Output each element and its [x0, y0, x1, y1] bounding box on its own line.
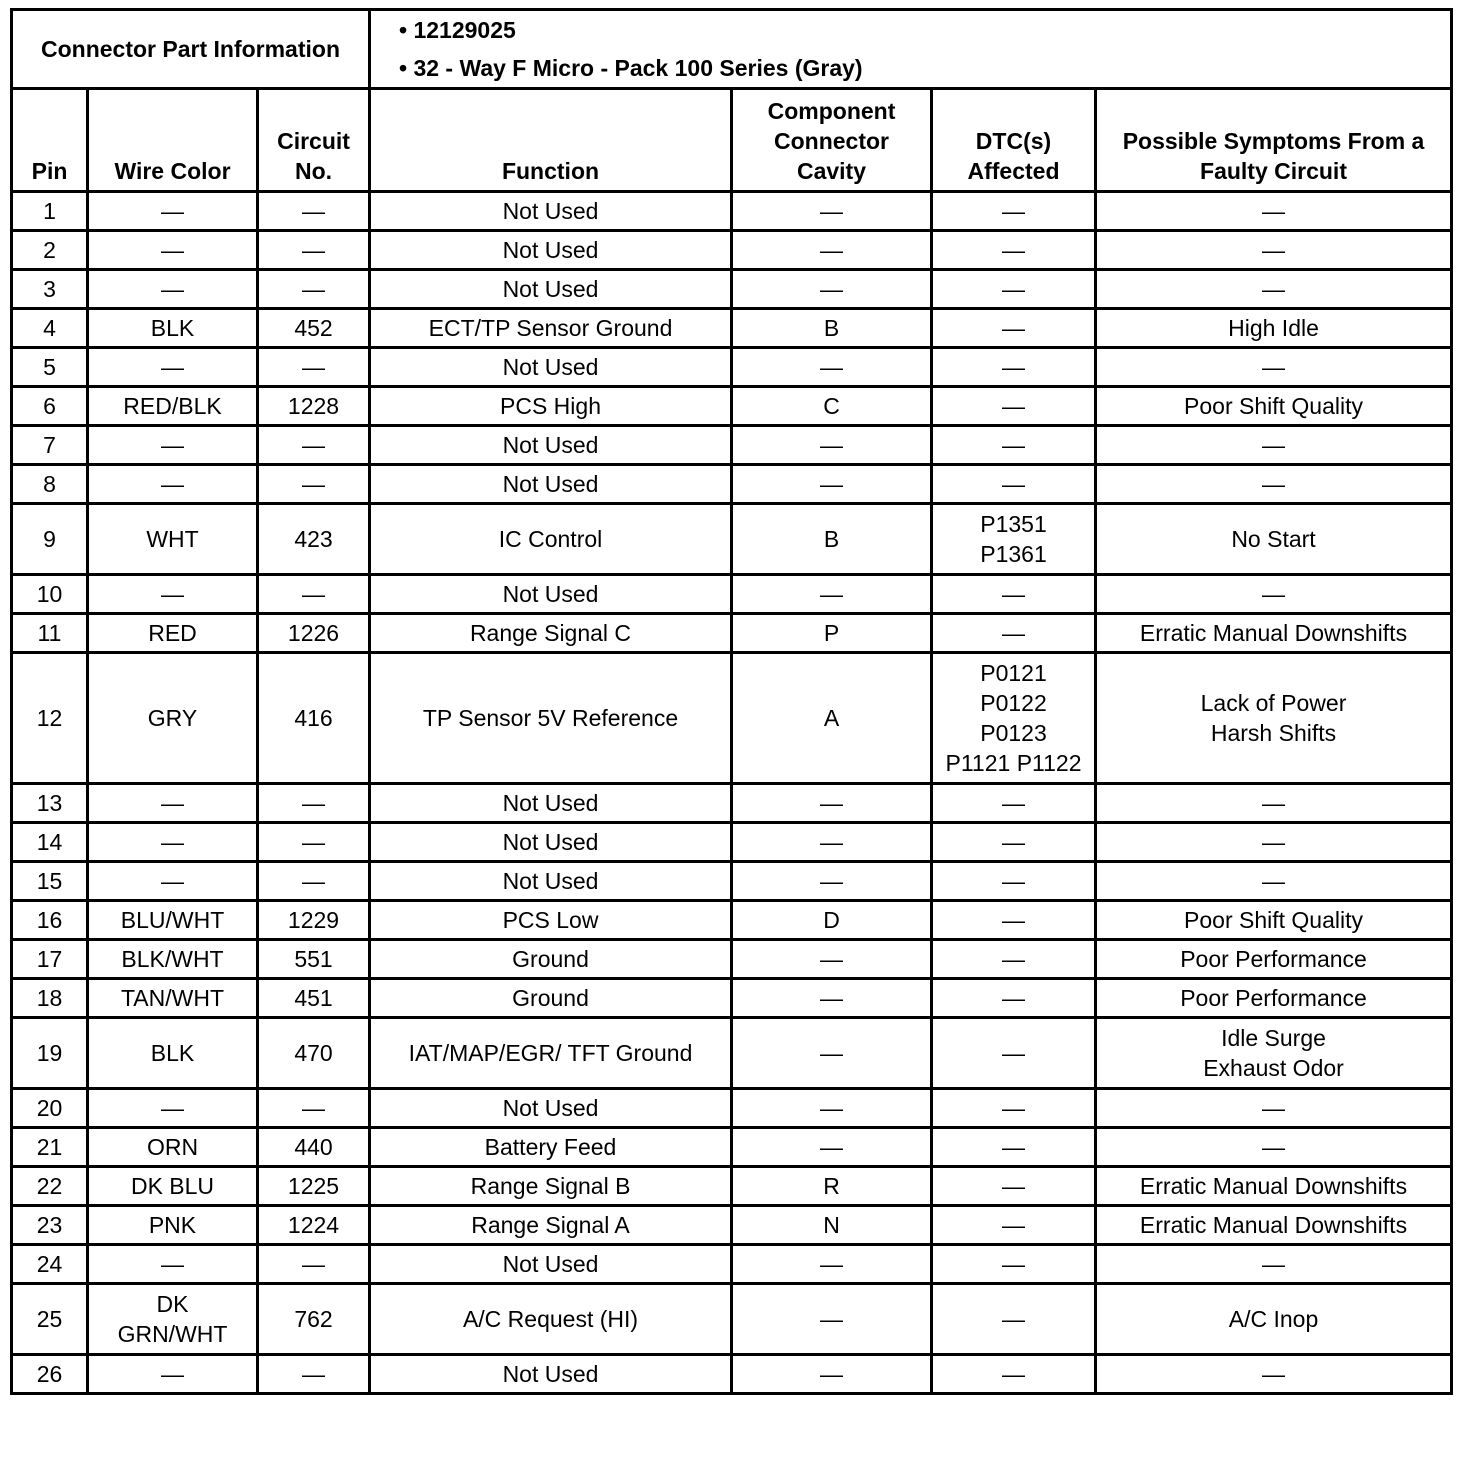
dtc-cell: — — [932, 348, 1096, 387]
function-cell: Ground — [370, 940, 732, 979]
table-row — [12, 348, 1452, 387]
circuit-cell: 416 — [258, 653, 370, 784]
cavity-cell: — — [732, 1355, 932, 1394]
symptoms-cell: — — [1096, 1355, 1452, 1394]
wire-color-cell: — — [88, 784, 258, 823]
pin-cell: 24 — [12, 1245, 88, 1284]
symptoms-cell: No Start — [1096, 504, 1452, 575]
function-cell: Not Used — [370, 823, 732, 862]
symptoms-cell: Poor Shift Quality — [1096, 387, 1452, 426]
circuit-cell: — — [258, 1245, 370, 1284]
pin-cell: 23 — [12, 1206, 88, 1245]
function-cell: Battery Feed — [370, 1128, 732, 1167]
circuit-cell: 1229 — [258, 901, 370, 940]
wire-color-cell: BLK/WHT — [88, 940, 258, 979]
col-function: Function — [370, 89, 732, 192]
dtc-cell: — — [932, 1355, 1096, 1394]
function-cell: Range Signal C — [370, 614, 732, 653]
pin-cell: 17 — [12, 940, 88, 979]
wire-color-cell: — — [88, 862, 258, 901]
function-cell: Not Used — [370, 862, 732, 901]
cavity-cell: D — [732, 901, 932, 940]
function-cell: ECT/TP Sensor Ground — [370, 309, 732, 348]
pin-cell: 3 — [12, 270, 88, 309]
circuit-cell: — — [258, 465, 370, 504]
function-cell: Range Signal A — [370, 1206, 732, 1245]
pin-cell: 16 — [12, 901, 88, 940]
connector-part-information-label: Connector Part Information — [12, 10, 370, 89]
wire-color-cell: GRY — [88, 653, 258, 784]
dtc-cell: — — [932, 784, 1096, 823]
pin-cell: 8 — [12, 465, 88, 504]
cavity-cell: — — [732, 979, 932, 1018]
table-row — [12, 1206, 1452, 1245]
wire-color-cell: TAN/WHT — [88, 979, 258, 1018]
cavity-cell: — — [732, 1245, 932, 1284]
table-row — [12, 1245, 1452, 1284]
pin-cell: 18 — [12, 979, 88, 1018]
circuit-cell: — — [258, 1089, 370, 1128]
table-row — [12, 940, 1452, 979]
table-row — [12, 1355, 1452, 1394]
wire-color-cell: DK BLU — [88, 1167, 258, 1206]
cavity-cell: — — [732, 823, 932, 862]
symptoms-cell: — — [1096, 426, 1452, 465]
col-circuit-no: Circuit No. — [258, 89, 370, 192]
circuit-cell: 451 — [258, 979, 370, 1018]
function-cell: Not Used — [370, 575, 732, 614]
table-row — [12, 231, 1452, 270]
circuit-cell: — — [258, 575, 370, 614]
cavity-cell: B — [732, 309, 932, 348]
wire-color-cell: — — [88, 465, 258, 504]
cavity-cell: — — [732, 192, 932, 231]
symptoms-cell: — — [1096, 784, 1452, 823]
function-cell: PCS Low — [370, 901, 732, 940]
function-cell: IC Control — [370, 504, 732, 575]
function-cell: PCS High — [370, 387, 732, 426]
table-row — [12, 504, 1452, 575]
symptoms-cell: Poor Performance — [1096, 979, 1452, 1018]
col-pin: Pin — [12, 89, 88, 192]
dtc-cell: — — [932, 901, 1096, 940]
cavity-cell: — — [732, 1089, 932, 1128]
circuit-cell: 440 — [258, 1128, 370, 1167]
table-row — [12, 1018, 1452, 1089]
dtc-cell: — — [932, 309, 1096, 348]
symptoms-cell: Erratic Manual Downshifts — [1096, 614, 1452, 653]
function-cell: Ground — [370, 979, 732, 1018]
function-cell: Not Used — [370, 1355, 732, 1394]
wire-color-cell: — — [88, 348, 258, 387]
wire-color-cell: ORN — [88, 1128, 258, 1167]
circuit-cell: — — [258, 862, 370, 901]
table-row — [12, 575, 1452, 614]
pin-cell: 21 — [12, 1128, 88, 1167]
wire-color-cell: — — [88, 270, 258, 309]
pin-cell: 12 — [12, 653, 88, 784]
cavity-cell: — — [732, 1018, 932, 1089]
table-row — [12, 1284, 1452, 1355]
symptoms-cell: — — [1096, 1128, 1452, 1167]
circuit-cell: — — [258, 426, 370, 465]
wire-color-cell: BLK — [88, 1018, 258, 1089]
wire-color-cell: PNK — [88, 1206, 258, 1245]
cavity-cell: — — [732, 1128, 932, 1167]
pin-cell: 13 — [12, 784, 88, 823]
table-row — [12, 1089, 1452, 1128]
dtc-cell: — — [932, 1089, 1096, 1128]
col-possible-symptoms: Possible Symptoms From a Faulty Circuit — [1096, 89, 1452, 192]
circuit-cell: 452 — [258, 309, 370, 348]
symptoms-cell: — — [1096, 465, 1452, 504]
symptoms-cell: High Idle — [1096, 309, 1452, 348]
wire-color-cell: RED/BLK — [88, 387, 258, 426]
col-component-connector-cavity: Component Connector Cavity — [732, 89, 932, 192]
circuit-cell: — — [258, 784, 370, 823]
cavity-cell: B — [732, 504, 932, 575]
circuit-cell: 423 — [258, 504, 370, 575]
circuit-cell: — — [258, 231, 370, 270]
dtc-cell: — — [932, 1245, 1096, 1284]
pin-cell: 19 — [12, 1018, 88, 1089]
cavity-cell: — — [732, 940, 932, 979]
function-cell: IAT/MAP/EGR/ TFT Ground — [370, 1018, 732, 1089]
pin-cell: 9 — [12, 504, 88, 575]
pin-cell: 26 — [12, 1355, 88, 1394]
symptoms-cell: Poor Performance — [1096, 940, 1452, 979]
wire-color-cell: DK GRN/WHT — [88, 1284, 258, 1355]
wire-color-cell: — — [88, 575, 258, 614]
symptoms-cell: — — [1096, 575, 1452, 614]
cavity-cell: — — [732, 784, 932, 823]
table-row — [12, 192, 1452, 231]
symptoms-cell: — — [1096, 823, 1452, 862]
wire-color-cell: — — [88, 426, 258, 465]
dtc-cell: P1351 P1361 — [932, 504, 1096, 575]
dtc-cell: — — [932, 231, 1096, 270]
dtc-cell: — — [932, 823, 1096, 862]
wire-color-cell: — — [88, 231, 258, 270]
cavity-cell: P — [732, 614, 932, 653]
symptoms-cell: Idle Surge Exhaust Odor — [1096, 1018, 1452, 1089]
table-row — [12, 1128, 1452, 1167]
function-cell: Not Used — [370, 348, 732, 387]
cavity-cell: — — [732, 465, 932, 504]
circuit-cell: — — [258, 192, 370, 231]
wire-color-cell: WHT — [88, 504, 258, 575]
function-cell: Range Signal B — [370, 1167, 732, 1206]
function-cell: Not Used — [370, 270, 732, 309]
dtc-cell: — — [932, 1167, 1096, 1206]
function-cell: Not Used — [370, 465, 732, 504]
dtc-cell: — — [932, 387, 1096, 426]
circuit-cell: — — [258, 348, 370, 387]
cavity-cell: — — [732, 1284, 932, 1355]
cavity-cell: — — [732, 231, 932, 270]
connector-part-values — [370, 10, 1452, 89]
symptoms-cell: — — [1096, 192, 1452, 231]
dtc-cell: — — [932, 575, 1096, 614]
cavity-cell: — — [732, 862, 932, 901]
circuit-cell: — — [258, 823, 370, 862]
function-cell: Not Used — [370, 1089, 732, 1128]
dtc-cell: — — [932, 979, 1096, 1018]
cavity-cell: — — [732, 270, 932, 309]
wire-color-cell: — — [88, 823, 258, 862]
pin-cell: 4 — [12, 309, 88, 348]
pin-cell: 25 — [12, 1284, 88, 1355]
pin-cell: 6 — [12, 387, 88, 426]
table-row — [12, 614, 1452, 653]
pin-cell: 22 — [12, 1167, 88, 1206]
dtc-cell: — — [932, 940, 1096, 979]
dtc-cell: — — [932, 614, 1096, 653]
dtc-cell: — — [932, 1018, 1096, 1089]
pin-cell: 7 — [12, 426, 88, 465]
dtc-cell: — — [932, 862, 1096, 901]
wire-color-cell: — — [88, 1355, 258, 1394]
table-row — [12, 823, 1452, 862]
col-dtc-affected: DTC(s) Affected — [932, 89, 1096, 192]
cavity-cell: C — [732, 387, 932, 426]
dtc-cell: — — [932, 426, 1096, 465]
circuit-cell: 470 — [258, 1018, 370, 1089]
function-cell: Not Used — [370, 231, 732, 270]
symptoms-cell: — — [1096, 348, 1452, 387]
dtc-cell: — — [932, 465, 1096, 504]
dtc-cell: — — [932, 1284, 1096, 1355]
symptoms-cell: Poor Shift Quality — [1096, 901, 1452, 940]
table-row — [12, 270, 1452, 309]
cavity-cell: — — [732, 348, 932, 387]
table-row — [12, 979, 1452, 1018]
circuit-cell: — — [258, 270, 370, 309]
table-row — [12, 862, 1452, 901]
symptoms-cell: — — [1096, 1245, 1452, 1284]
connector-table — [10, 8, 1453, 1395]
dtc-cell: — — [932, 1206, 1096, 1245]
circuit-cell: — — [258, 1355, 370, 1394]
table-row — [12, 1167, 1452, 1206]
col-wire-color: Wire Color — [88, 89, 258, 192]
column-header-row — [12, 89, 1452, 192]
pin-cell: 5 — [12, 348, 88, 387]
cavity-cell: R — [732, 1167, 932, 1206]
symptoms-cell: Erratic Manual Downshifts — [1096, 1206, 1452, 1245]
pin-cell: 14 — [12, 823, 88, 862]
wire-color-cell: — — [88, 1245, 258, 1284]
wire-color-cell: RED — [88, 614, 258, 653]
wire-color-cell: BLU/WHT — [88, 901, 258, 940]
cavity-cell: N — [732, 1206, 932, 1245]
wire-color-cell: BLK — [88, 309, 258, 348]
dtc-cell: — — [932, 192, 1096, 231]
table-row — [12, 784, 1452, 823]
pin-cell: 15 — [12, 862, 88, 901]
cavity-cell: A — [732, 653, 932, 784]
wire-color-cell: — — [88, 1089, 258, 1128]
symptoms-cell: — — [1096, 1089, 1452, 1128]
circuit-cell: 1225 — [258, 1167, 370, 1206]
circuit-cell: 762 — [258, 1284, 370, 1355]
circuit-cell: 1224 — [258, 1206, 370, 1245]
table-row — [12, 387, 1452, 426]
function-cell: TP Sensor 5V Reference — [370, 653, 732, 784]
symptoms-cell: A/C Inop — [1096, 1284, 1452, 1355]
function-cell: Not Used — [370, 426, 732, 465]
table-row — [12, 901, 1452, 940]
wire-color-cell: — — [88, 192, 258, 231]
pin-cell: 11 — [12, 614, 88, 653]
symptoms-cell: — — [1096, 231, 1452, 270]
symptoms-cell: Lack of Power Harsh Shifts — [1096, 653, 1452, 784]
pin-cell: 20 — [12, 1089, 88, 1128]
cavity-cell: — — [732, 426, 932, 465]
dtc-cell: — — [932, 1128, 1096, 1167]
dtc-cell: P0121 P0122 P0123 P1121 P1122 — [932, 653, 1096, 784]
function-cell: Not Used — [370, 192, 732, 231]
symptoms-cell: — — [1096, 862, 1452, 901]
function-cell: Not Used — [370, 1245, 732, 1284]
table-row — [12, 653, 1452, 784]
table-row — [12, 309, 1452, 348]
symptoms-cell: Erratic Manual Downshifts — [1096, 1167, 1452, 1206]
table-row — [12, 426, 1452, 465]
cavity-cell: — — [732, 575, 932, 614]
circuit-cell: 1226 — [258, 614, 370, 653]
pin-cell: 2 — [12, 231, 88, 270]
table-row — [12, 465, 1452, 504]
dtc-cell: — — [932, 270, 1096, 309]
symptoms-cell: — — [1096, 270, 1452, 309]
circuit-cell: 551 — [258, 940, 370, 979]
pin-cell: 1 — [12, 192, 88, 231]
connector-description: • 32 - Way F Micro - Pack 100 Series (Gray) — [399, 55, 863, 81]
function-cell: Not Used — [370, 784, 732, 823]
function-cell: A/C Request (HI) — [370, 1284, 732, 1355]
circuit-cell: 1228 — [258, 387, 370, 426]
pin-cell: 10 — [12, 575, 88, 614]
part-number: • 12129025 — [399, 17, 516, 43]
